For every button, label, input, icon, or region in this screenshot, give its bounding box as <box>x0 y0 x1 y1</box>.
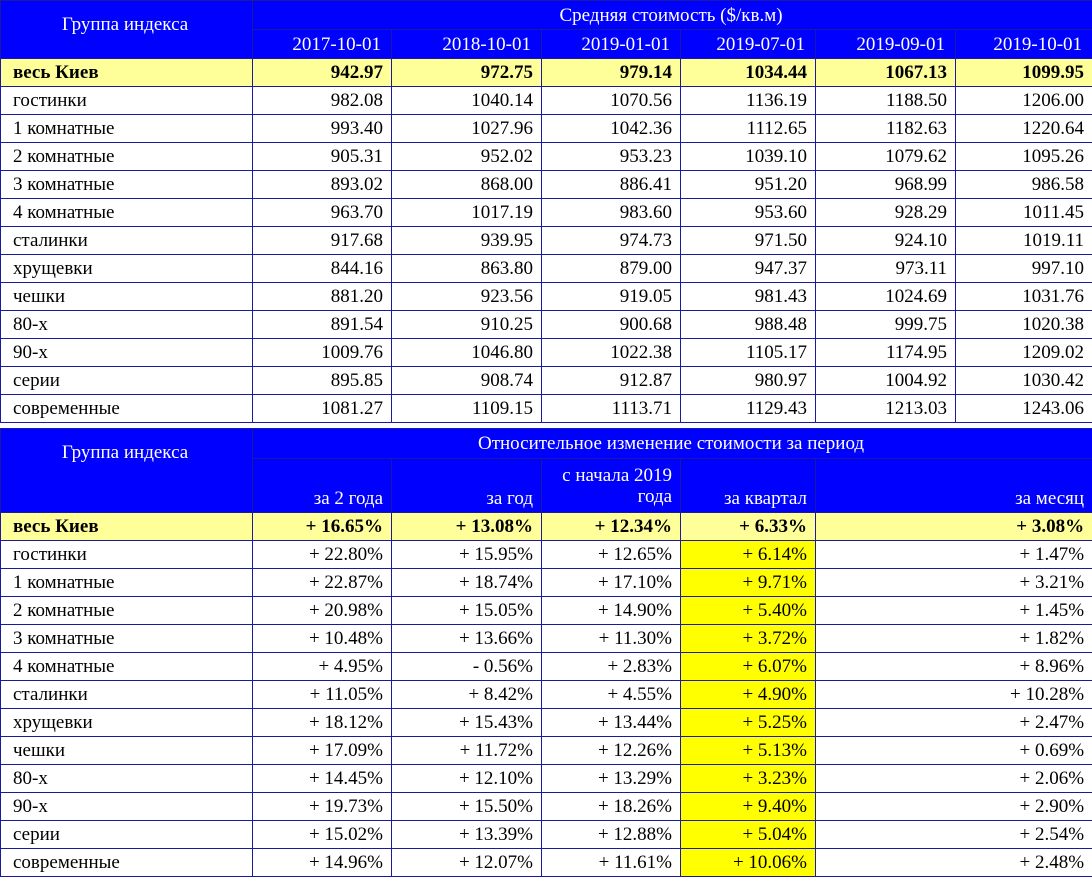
table-cell: + 11.30% <box>542 625 681 653</box>
table-cell: 886.41 <box>542 171 681 199</box>
table-cell: 983.60 <box>542 199 681 227</box>
table-cell: + 6.07% <box>681 653 816 681</box>
table-cell: + 22.80% <box>253 541 392 569</box>
table-cell: 1105.17 <box>681 339 816 367</box>
table-cell: + 2.83% <box>542 653 681 681</box>
group-header: Группа индекса <box>1 429 253 513</box>
table-cell: 1030.42 <box>956 367 1092 395</box>
table-cell: 1129.43 <box>681 395 816 423</box>
table-cell: + 8.96% <box>816 653 1092 681</box>
table-cell: 1011.45 <box>956 199 1092 227</box>
row-label: серии <box>1 821 253 849</box>
table-cell: + 3.08% <box>816 513 1092 541</box>
table-row <box>1 339 1092 367</box>
table-cell: 1039.10 <box>681 143 816 171</box>
table-cell: + 10.28% <box>816 681 1092 709</box>
table-cell: + 12.26% <box>542 737 681 765</box>
table-cell: + 17.10% <box>542 569 681 597</box>
table-cell: + 18.74% <box>392 569 542 597</box>
table-cell: + 5.40% <box>681 597 816 625</box>
table-cell: 1022.38 <box>542 339 681 367</box>
table-cell: 979.14 <box>542 59 681 87</box>
row-label: 4 комнатные <box>1 199 253 227</box>
table-cell: + 3.21% <box>816 569 1092 597</box>
row-label: сталинки <box>1 227 253 255</box>
table-cell: 1136.19 <box>681 87 816 115</box>
table-cell: 953.60 <box>681 199 816 227</box>
table-cell: 981.43 <box>681 283 816 311</box>
table-cell: + 12.10% <box>392 765 542 793</box>
table-cell: 881.20 <box>253 283 392 311</box>
table-cell: + 14.96% <box>253 849 392 877</box>
table-cell: + 9.71% <box>681 569 816 597</box>
table-cell: + 9.40% <box>681 793 816 821</box>
table-cell: + 6.33% <box>681 513 816 541</box>
row-label: весь Киев <box>1 513 253 541</box>
row-label: современные <box>1 849 253 877</box>
table-row <box>1 765 1092 793</box>
table-cell: + 6.14% <box>681 541 816 569</box>
table-cell: + 15.05% <box>392 597 542 625</box>
date-header: 2017-10-01 <box>253 30 392 59</box>
table-row <box>1 569 1092 597</box>
table-cell: 1040.14 <box>392 87 542 115</box>
row-label: 3 комнатные <box>1 171 253 199</box>
table-cell: 942.97 <box>253 59 392 87</box>
table-cell: 951.20 <box>681 171 816 199</box>
table-row <box>1 255 1092 283</box>
table-cell: 1174.95 <box>816 339 956 367</box>
row-label: 3 комнатные <box>1 625 253 653</box>
table-cell: 1004.92 <box>816 367 956 395</box>
table-cell: + 15.43% <box>392 709 542 737</box>
row-label: весь Киев <box>1 59 253 87</box>
table-row <box>1 541 1092 569</box>
table-cell: + 14.90% <box>542 597 681 625</box>
period-header: за год <box>392 459 542 513</box>
table-cell: + 16.65% <box>253 513 392 541</box>
table-cell: + 12.88% <box>542 821 681 849</box>
table-cell: 893.02 <box>253 171 392 199</box>
table-row <box>1 115 1092 143</box>
table-cell: + 4.55% <box>542 681 681 709</box>
table-cell: 895.85 <box>253 367 392 395</box>
group-header: Группа индекса <box>1 1 253 59</box>
table-cell: + 5.04% <box>681 821 816 849</box>
date-header: 2018-10-01 <box>392 30 542 59</box>
table-cell: + 15.50% <box>392 793 542 821</box>
table-cell: 844.16 <box>253 255 392 283</box>
table-cell: + 5.13% <box>681 737 816 765</box>
table-cell: 1027.96 <box>392 115 542 143</box>
row-label: 80-х <box>1 311 253 339</box>
table-cell: 973.11 <box>816 255 956 283</box>
table-cell: 974.73 <box>542 227 681 255</box>
table-cell: + 2.90% <box>816 793 1092 821</box>
table-cell: + 1.47% <box>816 541 1092 569</box>
table-cell: + 4.90% <box>681 681 816 709</box>
table-row <box>1 59 1092 87</box>
period-header: за квартал <box>681 459 816 513</box>
table-cell: 999.75 <box>816 311 956 339</box>
table-cell: 1070.56 <box>542 87 681 115</box>
table-row <box>1 709 1092 737</box>
table-cell: 993.40 <box>253 115 392 143</box>
table-row <box>1 821 1092 849</box>
table-cell: 982.08 <box>253 87 392 115</box>
row-label: 2 комнатные <box>1 143 253 171</box>
table-cell: 1079.62 <box>816 143 956 171</box>
table-cell: + 13.29% <box>542 765 681 793</box>
table-cell: + 5.25% <box>681 709 816 737</box>
table-cell: + 11.72% <box>392 737 542 765</box>
table-cell: + 12.65% <box>542 541 681 569</box>
table-cell: + 13.66% <box>392 625 542 653</box>
table-cell: + 8.42% <box>392 681 542 709</box>
table-cell: 917.68 <box>253 227 392 255</box>
table-cell: 905.31 <box>253 143 392 171</box>
table-cell: + 3.23% <box>681 765 816 793</box>
average-price-header: Средняя стоимость ($/кв.м) <box>253 1 1092 30</box>
table-row <box>1 367 1092 395</box>
table-cell: + 13.08% <box>392 513 542 541</box>
table-cell: + 12.34% <box>542 513 681 541</box>
row-label: 1 комнатные <box>1 115 253 143</box>
row-label: современные <box>1 395 253 423</box>
table-row <box>1 653 1092 681</box>
table-cell: + 3.72% <box>681 625 816 653</box>
table-cell: 1095.26 <box>956 143 1092 171</box>
table-cell: + 2.48% <box>816 849 1092 877</box>
table-cell: + 15.02% <box>253 821 392 849</box>
table-cell: 952.02 <box>392 143 542 171</box>
table-cell: + 1.82% <box>816 625 1092 653</box>
date-header: 2019-07-01 <box>681 30 816 59</box>
table-cell: 1209.02 <box>956 339 1092 367</box>
row-label: хрущевки <box>1 255 253 283</box>
table-cell: + 10.48% <box>253 625 392 653</box>
period-header: за 2 года <box>253 459 392 513</box>
date-header: 2019-01-01 <box>542 30 681 59</box>
table-cell: 891.54 <box>253 311 392 339</box>
table-cell: 868.00 <box>392 171 542 199</box>
date-header: 2019-09-01 <box>816 30 956 59</box>
table-cell: 997.10 <box>956 255 1092 283</box>
table-cell: + 1.45% <box>816 597 1092 625</box>
table-cell: + 19.73% <box>253 793 392 821</box>
table-cell: 1099.95 <box>956 59 1092 87</box>
table-cell: 939.95 <box>392 227 542 255</box>
average-price-table <box>0 0 1092 423</box>
table-cell: 980.97 <box>681 367 816 395</box>
table-cell: 1034.44 <box>681 59 816 87</box>
table-cell: 1213.03 <box>816 395 956 423</box>
table-row <box>1 283 1092 311</box>
table-cell: 1220.64 <box>956 115 1092 143</box>
row-label: 2 комнатные <box>1 597 253 625</box>
table-cell: + 2.06% <box>816 765 1092 793</box>
row-label: гостинки <box>1 87 253 115</box>
table-cell: + 15.95% <box>392 541 542 569</box>
table-cell: 1067.13 <box>816 59 956 87</box>
table-row <box>1 87 1092 115</box>
table-cell: + 18.26% <box>542 793 681 821</box>
table-cell: 1046.80 <box>392 339 542 367</box>
table-cell: 919.05 <box>542 283 681 311</box>
table-row <box>1 737 1092 765</box>
table-cell: 1188.50 <box>816 87 956 115</box>
table-row <box>1 513 1092 541</box>
table-cell: + 22.87% <box>253 569 392 597</box>
table-cell: 924.10 <box>816 227 956 255</box>
table-cell: 923.56 <box>392 283 542 311</box>
table-cell: + 11.61% <box>542 849 681 877</box>
table-cell: 972.75 <box>392 59 542 87</box>
table-row <box>1 311 1092 339</box>
table-cell: 968.99 <box>816 171 956 199</box>
table-cell: 910.25 <box>392 311 542 339</box>
table-cell: 1009.76 <box>253 339 392 367</box>
table-cell: 953.23 <box>542 143 681 171</box>
table-cell: 1020.38 <box>956 311 1092 339</box>
table-row <box>1 171 1092 199</box>
table-cell: 986.58 <box>956 171 1092 199</box>
table-cell: 971.50 <box>681 227 816 255</box>
row-label: хрущевки <box>1 709 253 737</box>
table-cell: 908.74 <box>392 367 542 395</box>
relative-change-header: Относительное изменение стоимости за период <box>253 429 1092 459</box>
table-row <box>1 143 1092 171</box>
table-cell: 863.80 <box>392 255 542 283</box>
table-cell: + 20.98% <box>253 597 392 625</box>
table-cell: + 0.69% <box>816 737 1092 765</box>
table-cell: 1112.65 <box>681 115 816 143</box>
row-label: сталинки <box>1 681 253 709</box>
table-cell: 1017.19 <box>392 199 542 227</box>
row-label: 80-х <box>1 765 253 793</box>
table-cell: 1024.69 <box>816 283 956 311</box>
table-cell: 1081.27 <box>253 395 392 423</box>
row-label: серии <box>1 367 253 395</box>
table-row <box>1 395 1092 423</box>
table-cell: - 0.56% <box>392 653 542 681</box>
table-cell: + 10.06% <box>681 849 816 877</box>
table-cell: + 12.07% <box>392 849 542 877</box>
table-cell: 963.70 <box>253 199 392 227</box>
table-cell: + 13.44% <box>542 709 681 737</box>
table-cell: 1243.06 <box>956 395 1092 423</box>
table-cell: + 4.95% <box>253 653 392 681</box>
row-label: 1 комнатные <box>1 569 253 597</box>
table-cell: + 14.45% <box>253 765 392 793</box>
table-row <box>1 625 1092 653</box>
table-cell: 1042.36 <box>542 115 681 143</box>
period-header: за месяц <box>816 459 1092 513</box>
row-label: гостинки <box>1 541 253 569</box>
row-label: 90-х <box>1 339 253 367</box>
table-cell: 1206.00 <box>956 87 1092 115</box>
table-cell: 1182.63 <box>816 115 956 143</box>
table-cell: 912.87 <box>542 367 681 395</box>
table-row <box>1 227 1092 255</box>
table-row <box>1 849 1092 877</box>
table-row <box>1 793 1092 821</box>
table-cell: 879.00 <box>542 255 681 283</box>
table-cell: 1031.76 <box>956 283 1092 311</box>
row-label: 90-х <box>1 793 253 821</box>
row-label: 4 комнатные <box>1 653 253 681</box>
table-cell: + 2.54% <box>816 821 1092 849</box>
table-row <box>1 681 1092 709</box>
table-cell: 988.48 <box>681 311 816 339</box>
table-cell: 900.68 <box>542 311 681 339</box>
table-row <box>1 199 1092 227</box>
table-cell: + 2.47% <box>816 709 1092 737</box>
table-cell: 947.37 <box>681 255 816 283</box>
table-cell: + 11.05% <box>253 681 392 709</box>
table-cell: 1109.15 <box>392 395 542 423</box>
table-cell: 1113.71 <box>542 395 681 423</box>
table-cell: + 18.12% <box>253 709 392 737</box>
relative-change-table <box>0 428 1092 877</box>
table-cell: + 13.39% <box>392 821 542 849</box>
period-header: с начала 2019 года <box>542 459 681 513</box>
date-header: 2019-10-01 <box>956 30 1092 59</box>
table-cell: 1019.11 <box>956 227 1092 255</box>
table-cell: 928.29 <box>816 199 956 227</box>
row-label: чешки <box>1 283 253 311</box>
row-label: чешки <box>1 737 253 765</box>
table-row <box>1 597 1092 625</box>
table-cell: + 17.09% <box>253 737 392 765</box>
